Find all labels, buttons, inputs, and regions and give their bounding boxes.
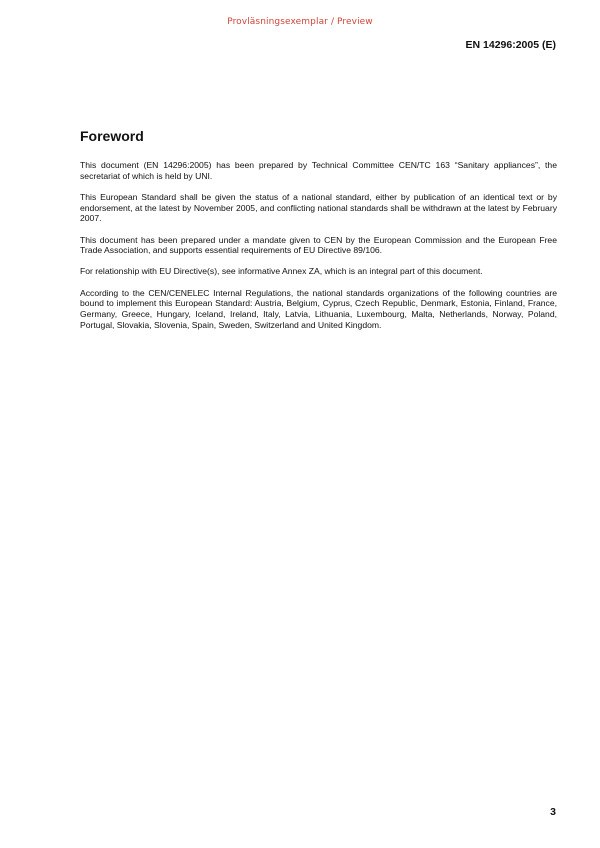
foreword-body [80, 160, 557, 341]
paragraph-2: This European Standard shall be given the status of a national standard, either by publication of an identical text or by endorsement, at the latest by November 2005, and conflicting national standards shall be withdrawn at the latest by February 2007. [80, 191, 557, 224]
section-title: Foreword [80, 128, 144, 144]
paragraph-4: For relationship with EU Directive(s), see informative Annex ZA, which is an integral part of this document. [80, 266, 483, 277]
paragraph-1: This document (EN 14296:2005) has been prepared by Technical Committee CEN/TC 163 “Sanitary appliances”, the secretariat of which is held by UNI. [80, 160, 557, 181]
paragraph-3: This document has been prepared under a mandate given to CEN by the European Commission and the European Free Trade Association, and supports essential requirements of EU Directive 89/106. [80, 234, 557, 256]
page-number: 3 [550, 806, 556, 818]
preview-watermark: Provläsningsexemplar / Preview [227, 17, 373, 27]
paragraph-5: According to the CEN/CENELEC Internal Regulations, the national standards organizations of the following countries are bound to implement this European Standard: Austria, Belgium, Cyprus, Czech Republic, Denmark, Estonia, Finland, France, Germany, Greece, Hungary, Iceland, Ireland, Italy, Latvia, Lithuania, Luxembourg, Malta, Netherlands, Norway, Poland, Portugal, Slovakia, Slovenia, Spain, Sweden, Switzerland and United Kingdom. [80, 287, 557, 330]
document-id-header: EN 14296:2005 (E) [465, 39, 556, 51]
